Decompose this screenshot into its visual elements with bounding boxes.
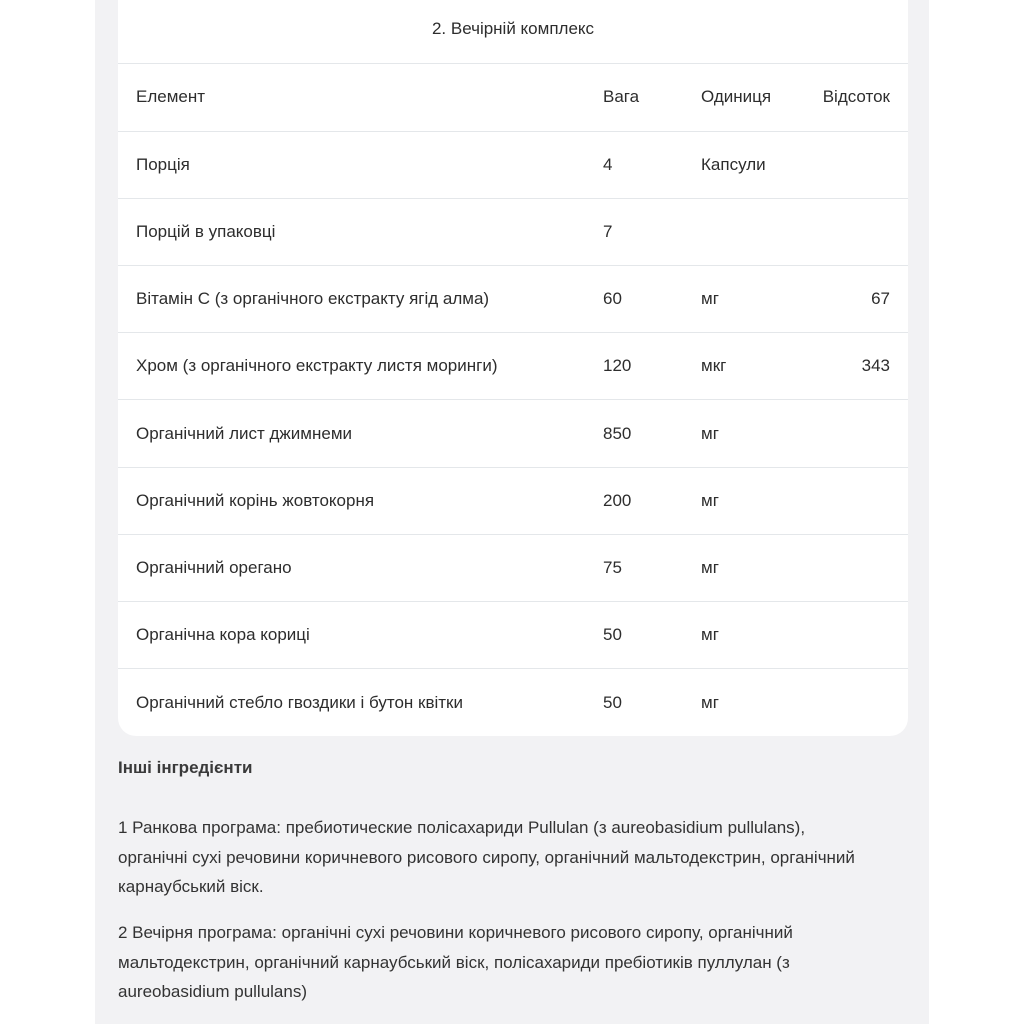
cell-weight: 200 [603, 467, 701, 534]
cell-name: Порція [118, 131, 603, 198]
cell-name: Органічна кора кориці [118, 602, 603, 669]
cell-unit [701, 198, 806, 265]
cell-weight: 60 [603, 266, 701, 333]
cell-percent [806, 534, 908, 601]
cell-unit: мкг [701, 333, 806, 400]
cell-weight: 850 [603, 400, 701, 467]
morning-program-ingredients: 1 Ранкова програма: пребиотические полісахариди Pullulan (з aureobasidium pullulans), органічні сухі речовини коричневого рисового сиропу, органічний мальтодекстрин, органічний карнаубський віск. [118, 818, 855, 896]
cell-unit: мг [701, 467, 806, 534]
cell-name: Порцій в упаковці [118, 198, 603, 265]
table-row [118, 467, 908, 534]
table-row [118, 400, 908, 467]
cell-name: Хром (з органічного екстракту листя моринги) [118, 333, 603, 400]
table-row [118, 131, 908, 198]
table-title: 2. Вечірній комплекс [118, 0, 908, 64]
cell-percent [806, 131, 908, 198]
table-row [118, 266, 908, 333]
cell-name: Вітамін С (з органічного екстракту ягід алма) [118, 266, 603, 333]
cell-percent [806, 602, 908, 669]
nutrition-table [118, 64, 908, 736]
table-row [118, 534, 908, 601]
cell-unit: мг [701, 400, 806, 467]
cell-weight: 50 [603, 669, 701, 736]
header-name: Елемент [136, 87, 206, 107]
cell-unit: Капсули [701, 131, 806, 198]
cell-name: Органічний стебло гвоздики і бутон квітки [118, 669, 603, 736]
cell-name: Органічний орегано [118, 534, 603, 601]
table-header-row [118, 64, 908, 131]
other-ingredients-heading: Інші інгредієнти [118, 758, 253, 777]
cell-percent: 67 [806, 266, 908, 333]
cell-weight: 4 [603, 131, 701, 198]
header-unit: Одиниця [701, 87, 772, 107]
table-row [118, 198, 908, 265]
cell-unit: мг [701, 266, 806, 333]
header-weight: Вага [603, 87, 640, 107]
cell-weight: 75 [603, 534, 701, 601]
cell-unit: мг [701, 534, 806, 601]
cell-percent [806, 400, 908, 467]
header-percent: Відсоток [822, 87, 890, 107]
cell-unit: мг [701, 602, 806, 669]
cell-name: Органічний лист джимнеми [118, 400, 603, 467]
cell-weight: 50 [603, 602, 701, 669]
cell-percent: 343 [806, 333, 908, 400]
cell-name: Органічний корінь жовтокорня [118, 467, 603, 534]
table-row [118, 333, 908, 400]
cell-weight: 120 [603, 333, 701, 400]
cell-weight: 7 [603, 198, 701, 265]
nutrition-table-card [118, 0, 908, 736]
table-row [118, 669, 908, 736]
cell-percent [806, 198, 908, 265]
cell-unit: мг [701, 669, 806, 736]
table-row [118, 602, 908, 669]
cell-percent [806, 467, 908, 534]
evening-program-ingredients: 2 Вечірня програма: органічні сухі речовини коричневого рисового сиропу, органічний мальтодекстрин, органічний карнаубський віск, полісахариди пребіотиків пуллулан (з aureobasidium pullulans) [118, 923, 793, 1001]
cell-percent [806, 669, 908, 736]
